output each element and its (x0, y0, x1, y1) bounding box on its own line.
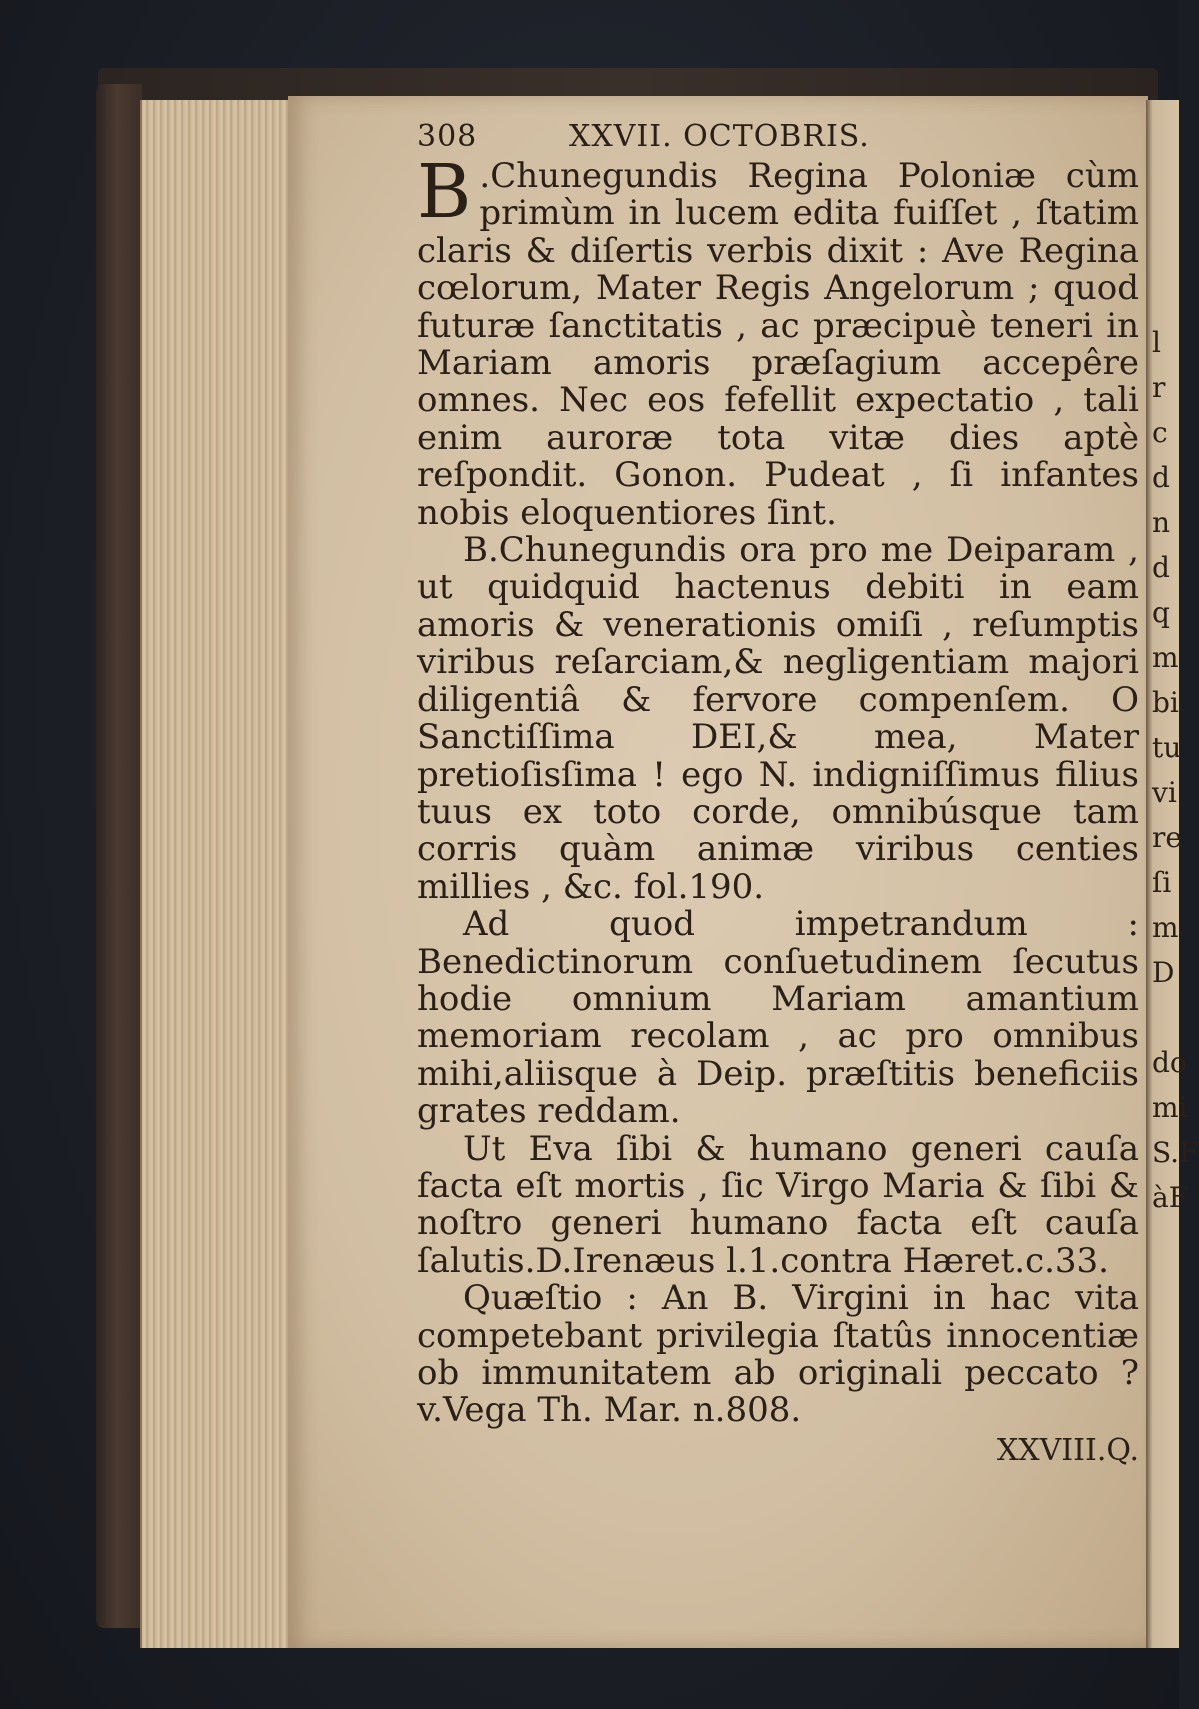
margin-letter: ſi (1152, 866, 1172, 899)
page-block-edges (140, 100, 290, 1648)
margin-letter: n (1152, 506, 1171, 539)
margin-letter (1152, 995, 1182, 1040)
margin-letter: m (1152, 641, 1179, 674)
running-head (417, 118, 1139, 158)
margin-letter: S.F (1152, 1136, 1199, 1169)
margin-letter: D (1152, 956, 1175, 989)
margin-letter: bi (1152, 686, 1179, 719)
margin-letter: r (1152, 371, 1166, 404)
book-spine-edge (96, 84, 142, 1628)
margin-letter: re (1152, 821, 1182, 854)
margin-letter: àF (1152, 1181, 1189, 1214)
page-text (417, 118, 1139, 1469)
margin-letter: vi (1152, 776, 1177, 809)
drop-cap: B (417, 149, 472, 235)
margin-letter: c (1152, 416, 1168, 449)
margin-letter: tu (1152, 731, 1182, 764)
margin-letter: d (1152, 551, 1170, 584)
paragraph-5: Quæſtio : An B. Virgini in hac vita competebant privilegia ſtatûs innocentiæ ob immunitatem ab originali peccato ? v.Vega Th. Mar. n.808. (417, 1278, 1139, 1431)
margin-letter: l (1152, 326, 1161, 359)
paragraph-4: Ut Eva ſibi & humano generi cauſa facta eſt mortis , ſic Virgo Maria & ſibi & noſtro generi humano facta eſt cauſa ſalutis.D.Irenæus l.1.contra Hæret.c.33. (417, 1128, 1139, 1281)
margin-letter: d (1152, 461, 1170, 494)
paragraph-1 (417, 149, 1139, 533)
running-head-title: XXVII. OCTOBRIS. (569, 119, 870, 154)
paragraph-1-text: .Chunegundis Regina Poloniæ cùm primùm in lucem edita fuiſſet , ſtatim claris & diſertis verbis dixit : Ave Regina cœlorum, Mater Regis Angelorum ; quod futuræ ſanctitatis , ac præcipuè teneri in Mariam amoris præſagium accepêre omnes. Nec eos fefellit expectatio , tali enim auroræ tota vitæ dies aptè reſpondit. Gonon. Pudeat , ſi infantes nobis eloquentiores ſint. (417, 156, 1139, 533)
margin-letter: m (1152, 911, 1179, 944)
next-page-margin-letters (1152, 320, 1199, 1220)
margin-letter: mi (1152, 1091, 1188, 1124)
page-number: 308 (417, 119, 478, 154)
margin-letter: q (1152, 596, 1170, 629)
margin-letter: do (1152, 1046, 1187, 1079)
catchword: XXVIII.Q. (996, 1432, 1139, 1468)
paragraph-3: Ad quod impetrandum : Benedictinorum conſuetudinem ſecutus hodie omnium Mariam amantium memoriam recolam , ac pro omnibus mihi,aliisque à Deip. præſtitis beneficiis grates reddam. (417, 904, 1139, 1132)
paragraph-2: B.Chunegundis ora pro me Deiparam , ut quidquid hactenus debiti in eam amoris & venerationis omiſi , reſumptis viribus reſarciam,& negligentiam majori diligentiâ & fervore compenſem. O Sanctiſſima DEI,& mea, Mater pretioſisſima ! ego N. indigniſſimus filius tuus ex toto corde, omnibúsque tam corris quàm animæ viribus centies millies , &c. fol.190. (417, 530, 1139, 907)
